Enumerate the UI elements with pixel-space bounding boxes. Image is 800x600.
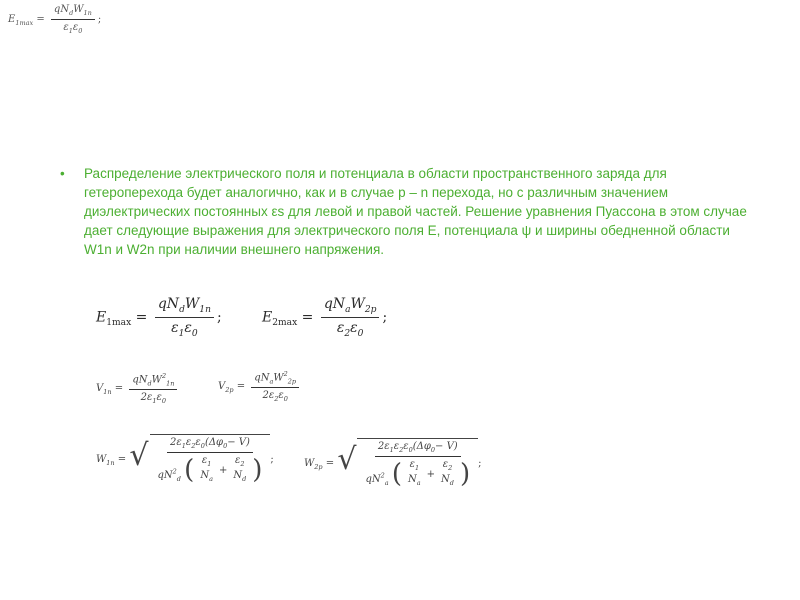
formula-w1n: $W_{1n}$ = √ $2\varepsilon_1\varepsilon_2\varepsilon_0(\Delta\varphi_0- V)$ $qN^2_d$ ( $\varepsilon_1$ $N_a$ + $\varepsilon_2$ $N_d$ ) ; — [96, 434, 274, 485]
sqrt-sign-w1: √ — [129, 438, 149, 473]
sqrt-sign-w2: √ — [337, 442, 357, 477]
formula-e1max: $E_{1max}$ = $\frac{qN_dW_{1n}}{\varepsilon_1\varepsilon_0}$ ; — [96, 296, 222, 339]
formula-v1n: $V_{1n}$ = $\frac{qN_dW^2_{1n}}{2\varepsilon_1\varepsilon_0}$ — [96, 372, 180, 405]
bullet-paragraph — [60, 164, 760, 259]
formula-v2p: $V_{2p}$ = $\frac{qN_aW^2_{2p}}{2\varepsilon_2\varepsilon_0}$ — [218, 370, 302, 403]
formula-w2p: $W_{2p}$ = √ $2\varepsilon_1\varepsilon_2\varepsilon_0(\Delta\varphi_0- V)$ $qN^2_a$ ( $\varepsilon_1$ $N_a$ + $\varepsilon_2$ $N_d$ ) ; — [304, 438, 481, 489]
paragraph-text: Распределение электрического поля и потенциала в области пространственного заряда для гетероперехода будет аналогично, как и в случае p – n перехода, но с различным значением диэлектрических постоянных εs для левой и правой частей. Решение уравнения Пуассона в этом случае дает следующие выражения для электрического поля E, потенциала ψ и ширины обедненной области W1n и W2n при наличии внешнего напряжения. — [84, 166, 747, 257]
formula-e1max-top: $E_{1max}$ = $\frac{qN_dW_{1n}}{\varepsilon_1\varepsilon_0}$ ; — [8, 4, 102, 35]
bullet-dot: • — [60, 166, 65, 181]
formula-e2max: $E_{2max}$ = $\frac{qN_aW_{2p}}{\varepsilon_2\varepsilon_0}$ ; — [262, 296, 388, 339]
